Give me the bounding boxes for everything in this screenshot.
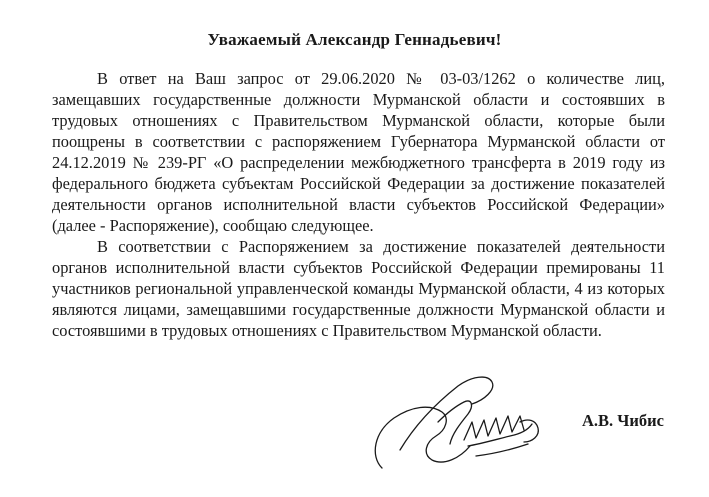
signatory-name: А.В. Чибис bbox=[582, 411, 664, 430]
handwritten-signature bbox=[360, 360, 580, 480]
paragraph-request-reply: В ответ на Ваш запрос от 29.06.2020 № 03-03/1262 о количестве лиц, замещавших государственные должности Мурманской области и состоявших в трудовых отношениях с Правительством Мурманской области, которые были поощрены в соответствии с распоряжением Губернатора Мурманской области от 24.12.2019 № 239-РГ «О распределении межбюджетного трансферта в 2019 году из федерального бюджета субъектам Российской Федерации за достижение показателей деятельности органов исполнительной власти субъектов Российской Федерации» (далее - Распоряжение), сообщаю следующее. bbox=[52, 69, 665, 235]
salutation: Уважаемый Александр Геннадьевич! bbox=[207, 30, 502, 49]
letter-body bbox=[52, 68, 665, 341]
paragraph-award-details: В соответствии с Распоряжением за достижение показателей деятельности органов исполнительной власти субъектов Российской Федерации премированы 11 участников региональной управленческой команды Мурманской области, 4 из которых являются лицами, замещавшими государственные должности Мурманской области и состоявшими в трудовых отношениях с Правительством Мурманской области. bbox=[52, 237, 665, 340]
